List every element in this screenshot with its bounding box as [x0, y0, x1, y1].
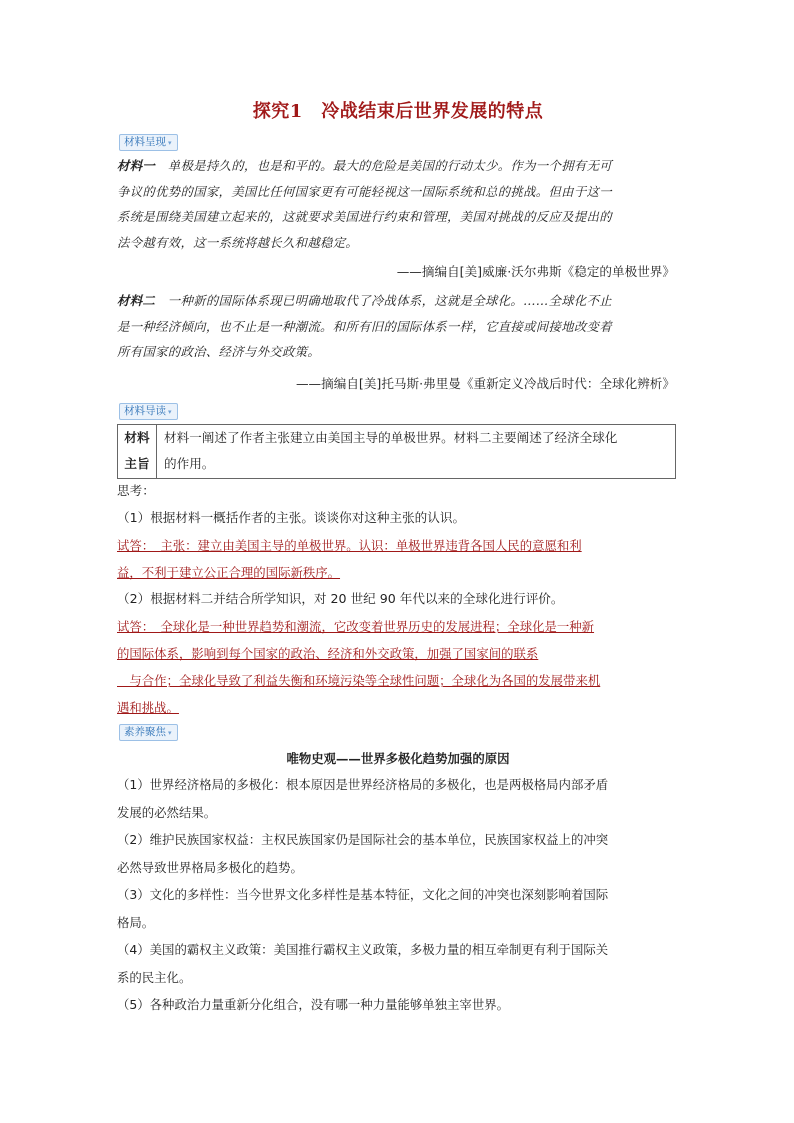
think-label: 思考： — [117, 483, 155, 498]
question-2: （2）根据材料二并结合所学知识，对 20 世纪 90 年代以来的全球化进行评价。 — [117, 591, 564, 606]
material2-label: 材料二 — [117, 293, 156, 308]
focus-point-4: （4）美国的霸权主义政策：美国推行霸权主义政策，多极力量的相互牵制更有利于国际关 系的民主化。 — [117, 942, 609, 985]
material1-label: 材料一 — [117, 158, 156, 173]
question-1: （1）根据材料一概括作者的主张。谈谈你对这种主张的认识。 — [117, 510, 466, 525]
guide-table — [117, 424, 676, 479]
guide-tag — [119, 403, 178, 420]
answer-1-label: 试答： — [117, 538, 148, 553]
focus-point-1: （1）世界经济格局的多极化：根本原因是世界经济格局的多极化，也是两极格局内部矛盾 发展的必然结果。 — [117, 777, 609, 820]
material2-paragraph — [117, 288, 679, 365]
guide-table-header: 材料 主旨 — [118, 425, 157, 478]
answer-2: 试答： 全球化是一种世界趋势和潮流，它改变着世界历史的发展进程；全球化是一种新 的国际体系，影响到每个国家的政治、经济和外交政策，加强了国家间的联系 与合作；全球化导致了利益失衡和环境污染等全球性问题；全球化为各国的发展带来机 遇和挑战。 — [117, 619, 601, 715]
material1-line: 争议的优势的国家，美国比任何国家更有可能轻视这一国际系统和总的挑战。但由于这一 — [117, 183, 612, 199]
guide-tag-label: 材料导读 — [124, 405, 166, 417]
focus-subtitle: 唯物史观——世界多极化趋势加强的原因 — [286, 751, 510, 766]
focus-points — [117, 771, 679, 1019]
answer-2-label: 试答： — [117, 619, 148, 634]
material2-source: ——摘编自[美]托马斯·弗里曼《重新定义冷战后时代：全球化辨析》 — [295, 376, 675, 391]
material1-source: ——摘编自[美]威廉·沃尔弗斯《稳定的单极世界》 — [396, 264, 675, 279]
focus-tag — [119, 724, 178, 741]
material1-line: 法令越有效，这一系统将越长久和越稳定。 — [117, 234, 359, 250]
material2-line: 材料二 一种新的国际体系现已明确地取代了冷战体系，这就是全球化。……全球化不止 — [117, 293, 612, 308]
focus-point-2: （2）维护民族国家权益：主权民族国家仍是国际社会的基本单位，民族国家权益上的冲突 必然导致世界格局多极化的趋势。 — [117, 832, 609, 875]
guide-table-content: 材料一阐述了作者主张建立由美国主导的单极世界。材料二主要阐述了经济全球化 的作用。 — [164, 430, 618, 471]
material1-line: 材料一 单极是持久的，也是和平的。最大的危险是美国的行动太少。作为一个拥有无可 — [117, 158, 612, 173]
material-tag-label: 材料呈现 — [124, 136, 166, 148]
focus-tag-label: 素养聚焦 — [124, 726, 166, 738]
material1-line: 系统是围绕美国建立起来的，这就要求美国进行约束和管理，美国对挑战的反应及提出的 — [117, 209, 612, 224]
focus-point-5: （5）各种政治力量重新分化组合，没有哪一种力量能够单独主宰世界。 — [117, 997, 509, 1012]
material-tag — [119, 134, 178, 151]
focus-point-3: （3）文化的多样性：当今世界文化多样性是基本特征，文化之间的冲突也深刻影响着国际 格局。 — [117, 887, 609, 930]
material2-line: 是一种经济倾向，也不止是一种潮流。和所有旧的国际体系一样，它直接或间接地改变着 — [117, 318, 612, 334]
material1-paragraph — [117, 153, 679, 255]
section-title: 探究1 冷战结束后世界发展的特点 — [252, 101, 544, 122]
answer-1: 试答： 主张：建立由美国主导的单极世界。认识：单极世界违背各国人民的意愿和利 益，不利于建立公正合理的国际新秩序。 — [117, 538, 582, 580]
material2-line: 所有国家的政治、经济与外交政策。 — [117, 344, 321, 359]
